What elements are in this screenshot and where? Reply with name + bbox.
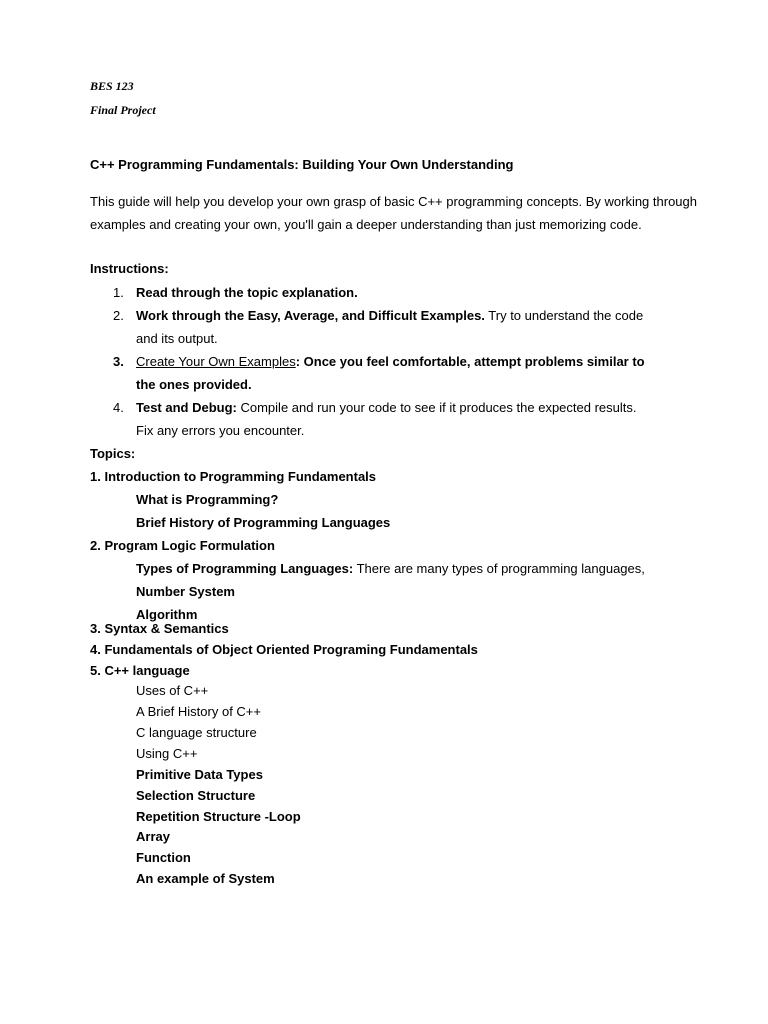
topic-subitem-text: There are many types of programming languages, — [353, 561, 645, 576]
topic-2-heading: 2. Program Logic Formulation — [90, 538, 275, 553]
topic-subitem: A Brief History of C++ — [136, 704, 261, 719]
instruction-underlined-text: Create Your Own Examples — [136, 354, 296, 369]
instruction-continuation: the ones provided. — [136, 377, 252, 392]
topic-5-heading: 5. C++ language — [90, 663, 190, 678]
topic-subitem: Using C++ — [136, 746, 198, 761]
topic-subitem: Algorithm — [136, 607, 198, 622]
instruction-continuation: and its output. — [136, 331, 218, 346]
instruction-bold-text: Work through the Easy, Average, and Difficult Examples. — [136, 308, 485, 323]
topic-subitem: Selection Structure — [136, 788, 256, 803]
instruction-item-1 — [136, 285, 358, 301]
topic-subitem: Primitive Data Types — [136, 767, 263, 782]
course-code: BES 123 — [90, 79, 134, 93]
instruction-continuation: Fix any errors you encounter. — [136, 423, 305, 438]
instruction-number: 4. — [113, 400, 124, 415]
instruction-text: Try to understand the code — [484, 308, 644, 323]
topic-subitem: Number System — [136, 584, 235, 599]
topic-4-heading: 4. Fundamentals of Object Oriented Programing Fundamentals — [90, 642, 478, 657]
instruction-bold-text: : Once you feel comfortable, attempt problems similar to — [295, 354, 645, 369]
instruction-number: 1. — [113, 285, 124, 300]
topic-subitem: An example of System — [136, 871, 275, 886]
project-label: Final Project — [90, 103, 156, 117]
instruction-bold-text: Test and Debug: — [136, 400, 237, 415]
topic-subitem: Brief History of Programming Languages — [136, 515, 391, 530]
topic-subitem — [136, 561, 645, 577]
topic-3-heading: 3. Syntax & Semantics — [90, 621, 229, 636]
instruction-item-4 — [136, 400, 637, 416]
instruction-text: Compile and run your code to see if it produces the expected results. — [236, 400, 637, 415]
instruction-number: 3. — [113, 354, 124, 369]
topic-subitem: C language structure — [136, 725, 257, 740]
topic-subitem: Uses of C++ — [136, 683, 209, 698]
topic-subitem: Repetition Structure -Loop — [136, 809, 301, 824]
document-title: C++ Programming Fundamentals: Building Your Own Understanding — [90, 157, 514, 172]
instruction-item-2 — [136, 308, 643, 324]
instruction-bold-text: Read through the topic explanation. — [136, 285, 358, 300]
topic-subitem: Function — [136, 850, 191, 865]
instruction-number: 2. — [113, 308, 124, 323]
topic-subitem-bold: Types of Programming Languages: — [136, 561, 354, 576]
topic-1-heading: 1. Introduction to Programming Fundamentals — [90, 469, 377, 484]
instructions-heading: Instructions: — [90, 261, 169, 276]
intro-paragraph: This guide will help you develop your own grasp of basic C++ programming concepts. By working through examples and creating your own, you'll gain a deeper understanding than just memorizing code. — [90, 194, 697, 232]
topic-subitem: Array — [136, 829, 170, 844]
topic-subitem: What is Programming? — [136, 492, 279, 507]
topics-heading: Topics: — [90, 446, 136, 461]
instruction-item-3 — [136, 354, 645, 370]
